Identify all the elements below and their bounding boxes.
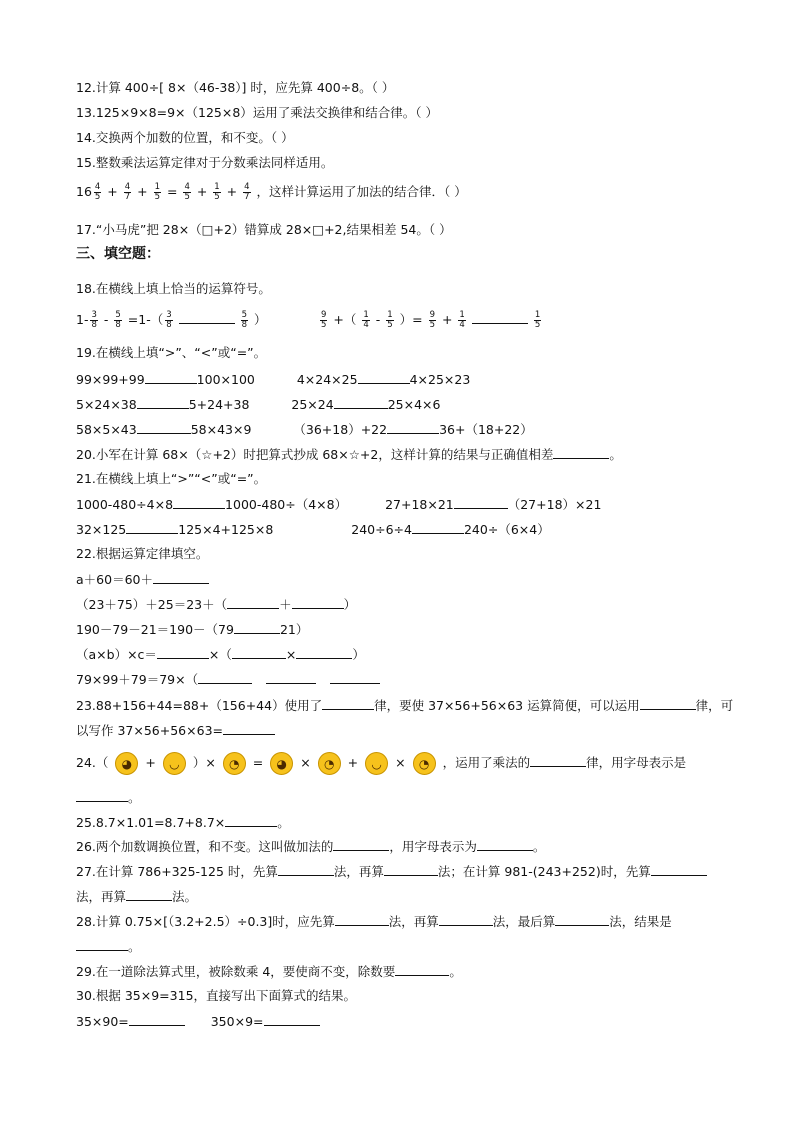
blank[interactable] [454, 495, 508, 509]
smiling-face-icon: ◡ [365, 752, 388, 775]
question-27-cont: 法，再算 法。 [76, 889, 198, 904]
question-20: 20.小军在计算 68×（☆+2）时把算式抄成 68×☆+2，这样计算的结果与正确值相差 。 [76, 447, 622, 462]
blank[interactable] [472, 310, 528, 324]
blank[interactable] [157, 645, 209, 659]
question-13: 13.125×9×8=9×（125×8）运用了乘法交换律和结合律。（ ） [76, 105, 439, 120]
blank[interactable] [384, 862, 438, 876]
question-27: 27.在计算 786+325-125 时，先算 法，再算 法；在计算 981-(243+252)时，先算 [76, 862, 707, 881]
blank[interactable] [395, 962, 449, 976]
thinking-face-icon: ◔ [318, 752, 341, 775]
question-22-c: 190－79－21＝190－（79 21） [76, 622, 309, 637]
blank[interactable] [334, 395, 388, 409]
blank[interactable] [76, 788, 128, 802]
question-22-b: （23＋75）＋25＝23＋（ ＋ ） [76, 597, 357, 612]
blank[interactable] [225, 813, 277, 827]
blank[interactable] [555, 912, 609, 926]
question-21-row-2: 32×125 125×4+125×8 240÷6÷4 240÷（6×4） [76, 522, 550, 537]
blank[interactable] [477, 837, 533, 851]
question-12: 12.计算 400÷[ 8×（46-38）] 时，应先算 400÷8。（ ） [76, 80, 395, 95]
question-18-expr-b: $\frac{9}{5}$ +（ $\frac{1}{4}$ - $\frac{1}{5}$ ）= $\frac{9}{5}$ + $\frac{1}{4}$ $\frac{1}{5}$ [321, 310, 541, 330]
blank[interactable] [266, 670, 316, 684]
question-19-row-1: 99×99+99 100×100 4×24×25 4×25×23 [76, 372, 471, 387]
blank[interactable] [358, 370, 410, 384]
laughing-tears-face-icon: ◕ [270, 752, 293, 775]
blank[interactable] [234, 620, 280, 634]
blank[interactable] [153, 570, 209, 584]
blank[interactable] [76, 937, 128, 951]
blank[interactable] [145, 370, 197, 384]
question-23: 23.88+156+44=88+（156+44）使用了 律，要使 37×56+56×63 运算简便，可以运用 律，可 [76, 698, 734, 713]
question-28-cont: 。 [76, 937, 141, 956]
question-14: 14.交换两个加数的位置，和不变。（ ） [76, 130, 294, 145]
blank[interactable] [232, 645, 286, 659]
blank[interactable] [530, 753, 586, 767]
blank[interactable] [335, 912, 389, 926]
question-21: 21.在横线上填上“>”“<”或“=”。 [76, 471, 267, 486]
blank[interactable] [126, 887, 172, 901]
laughing-tears-face-icon: ◕ [115, 752, 138, 775]
blank[interactable] [412, 520, 464, 534]
blank[interactable] [330, 670, 380, 684]
question-23-cont: 以写作 37×56+56×63= [76, 721, 275, 740]
blank[interactable] [640, 696, 696, 710]
thinking-face-icon: ◔ [413, 752, 436, 775]
blank[interactable] [126, 520, 178, 534]
question-17: 17.“小马虎”把 28×（□+2）错算成 28×□+2,结果相差 54。（ ） [76, 222, 452, 237]
blank[interactable] [387, 420, 439, 434]
smiling-face-icon: ◡ [163, 752, 186, 775]
question-22-d: （a×b）×c＝ ×（ × ） [76, 647, 365, 662]
blank[interactable] [129, 1012, 185, 1026]
question-24-cont: 。 [76, 788, 141, 807]
blank[interactable] [651, 862, 707, 876]
blank[interactable] [278, 862, 334, 876]
blank[interactable] [553, 445, 609, 459]
section-heading-fill: 三、填空题： [76, 246, 160, 262]
thinking-face-icon: ◔ [223, 752, 246, 775]
blank[interactable] [292, 595, 344, 609]
question-19: 19.在横线上填“>”、“<”或“=”。 [76, 345, 267, 360]
question-16: 16 $\frac{4}{5}$ + $\frac{4}{7}$ + $\frac{1}{5}$ = $\frac{4}{5}$ + $\frac{1}{5}$ + $\frac{4}{7}$ ，这样计算运用了加法的结合律．（ ） [76, 182, 467, 202]
blank[interactable] [227, 595, 279, 609]
question-29: 29.在一道除法算式里，被除数乘 4，要使商不变，除数要 。 [76, 964, 462, 979]
question-22: 22.根据运算定律填空。 [76, 546, 209, 561]
question-18: 18.在横线上填上恰当的运算符号。 [76, 281, 271, 296]
question-28: 28.计算 0.75×[（3.2+2.5）÷0.3]时，应先算 法，再算 法，最后算 法，结果是 [76, 914, 672, 929]
question-15: 15.整数乘法运算定律对于分数乘法同样适用。 [76, 155, 334, 170]
blank[interactable] [333, 837, 389, 851]
question-19-row-2: 5×24×38 5+24+38 25×24 25×4×6 [76, 397, 441, 412]
blank[interactable] [137, 395, 189, 409]
question-30-answers: 35×90= 350×9= [76, 1012, 320, 1031]
blank[interactable] [223, 721, 275, 735]
blank[interactable] [439, 912, 493, 926]
blank[interactable] [296, 645, 352, 659]
question-18-expr-a: 1- $\frac{3}{8}$ - $\frac{5}{8}$ =1-（ $\frac{3}{8}$ $\frac{5}{8}$ ） [76, 310, 267, 330]
question-22-a: a＋60＝60＋ [76, 570, 209, 589]
blank[interactable] [198, 670, 252, 684]
blank[interactable] [322, 696, 374, 710]
question-26: 26.两个加数调换位置，和不变。这叫做加法的 ，用字母表示为 。 [76, 839, 546, 854]
blank[interactable] [264, 1012, 320, 1026]
question-21-row-1: 1000-480÷4×8 1000-480÷（4×8） 27+18×21 （27+18）×21 [76, 497, 602, 512]
blank[interactable] [179, 310, 235, 324]
question-22-e: 79×99＋79＝79×（ [76, 670, 380, 689]
question-24: 24.（ ◕ + ◡ ）× ◔ = ◕ × ◔ + ◡ × ◔ ，运用了乘法的 律，用字母表示是 [76, 752, 686, 775]
question-30: 30.根据 35×9=315，直接写出下面算式的结果。 [76, 988, 357, 1003]
question-25: 25.8.7×1.01=8.7+8.7× 。 [76, 815, 290, 830]
blank[interactable] [173, 495, 225, 509]
blank[interactable] [137, 420, 191, 434]
question-19-row-3: 58×5×43 58×43×9 （36+18）+22 36+（18+22） [76, 422, 533, 437]
